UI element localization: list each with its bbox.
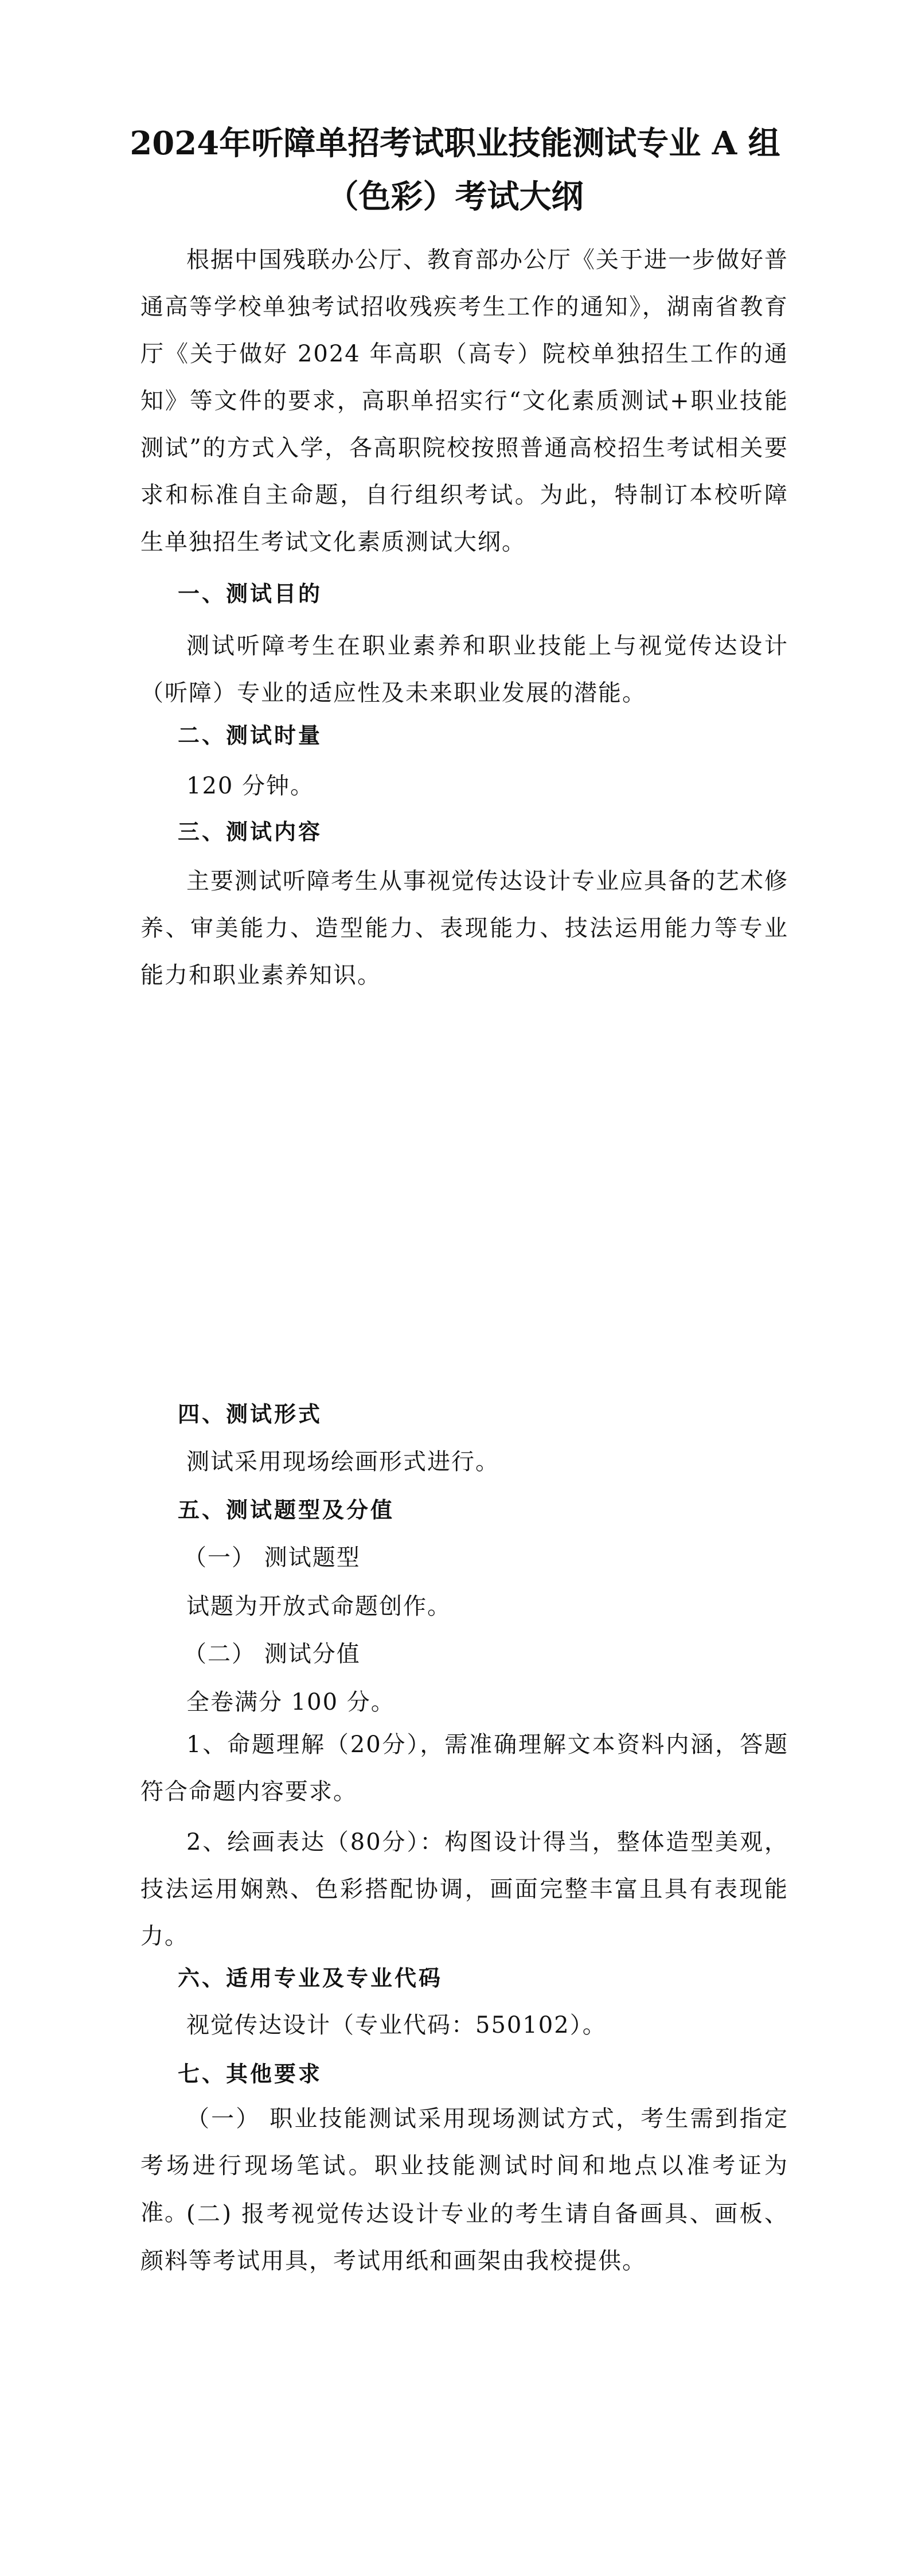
section-3-heading: 三、测试内容 [178,819,323,845]
section-7-heading: 七、其他要求 [178,2061,323,2087]
section-2-heading: 二、测试时量 [178,723,323,748]
section-4-body: 测试采用现场绘画形式进行。 [186,1449,499,1475]
section-5-heading: 五、测试题型及分值 [178,1497,395,1523]
section-5-subheading-2: （二） 测试分值 [183,1641,361,1667]
section-7-item-1: （一） 职业技能测试采用现场测试方式，考生需到指定考场进行现场笔试。职业技能测试时间和地点以准考证为准。 [140,2106,788,2226]
section-5-subheading-1: （一） 测试题型 [183,1544,361,1571]
section-1-body: 测试听障考生在职业素养和职业技能上与视觉传达设计（听障）专业的适应性及未来职业发展的潜能。 [140,633,788,706]
section-5-item-2: 2、绘画表达（80分）：构图设计得当，整体造型美观，技法运用娴熟、色彩搭配协调，画面完整丰富且具有表现能力。 [140,1829,788,1949]
document-title-line-2: （色彩）考试大纲 [326,178,584,216]
section-2-body: 120 分钟。 [186,773,315,799]
section-5-item-1: 1、命题理解（20分），需准确理解文本资料内涵，答题符合命题内容要求。 [140,1731,788,1805]
section-6-body: 视觉传达设计（专业代码：550102）。 [186,2012,607,2038]
section-7-item-2: (二) 报考视觉传达设计专业的考生请自备画具、画板、颜料等考试用具，考试用纸和画架由我校提供。 [140,2201,788,2274]
section-5-sub-1-body: 试题为开放式命题创作。 [186,1593,451,1620]
document-title-line-1: 2024年听障单招考试职业技能测试专业 A 组 [130,124,780,162]
section-3-body: 主要测试听障考生从事视觉传达设计专业应具备的艺术修养、审美能力、造型能力、表现能力、技法运用能力等专业能力和职业素养知识。 [140,868,788,989]
section-4-heading: 四、测试形式 [178,1402,323,1427]
section-5-sub-2-body: 全卷满分 100 分。 [186,1689,395,1715]
intro-paragraph: 根据中国残联办公厅、教育部办公厅《关于进一步做好普通高等学校单独考试招收残疾考生工作的通知》，湖南省教育厅《关于做好 2024 年高职（高专）院校单独招生工作的通知》等文件的要求，高职单招实行“文化素质测试+职业技能测试”的方式入学，各高职院校按照普通高校招生考试相关要求和标准自主命题，自行组织考试。为此，特制订本校听障生单独招生考试文化素质测试大纲。 [140,247,788,555]
section-6-heading: 六、适用专业及专业代码 [178,1966,443,1991]
section-1-heading: 一、测试目的 [178,581,323,606]
